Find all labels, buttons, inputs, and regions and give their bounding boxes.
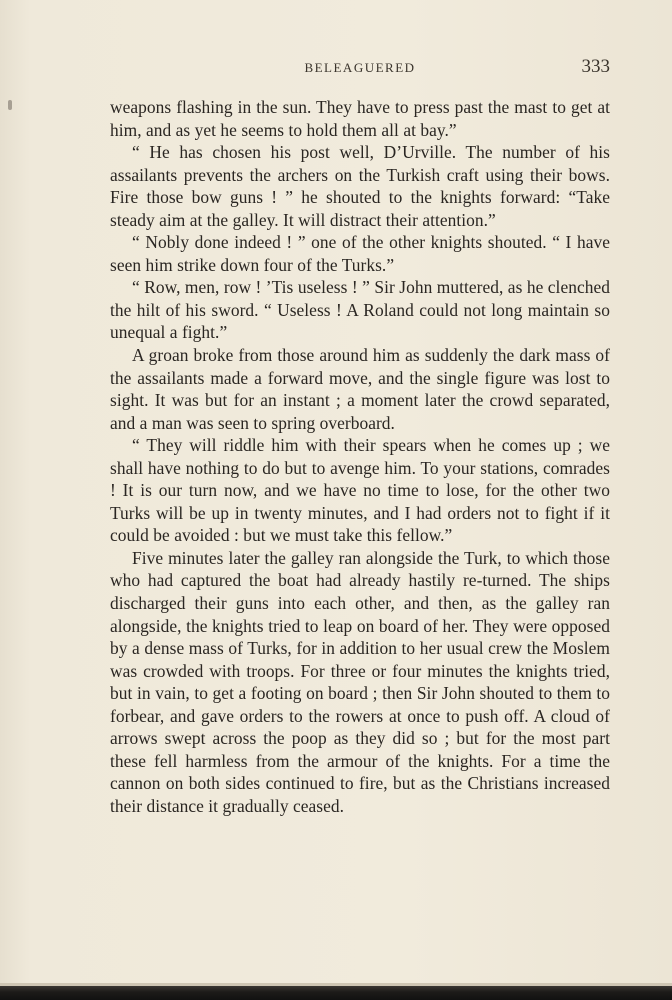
paragraph: weapons flashing in the sun. They have to press past the mast to get at him, and as yet he seems to hold them all at bay.” [110, 97, 610, 140]
paragraph: Five minutes later the galley ran alongside the Turk, to which those who had captured the boat had already hastily re-turned. The ships discharged their guns into each other, and then, as the galley ran alongside, the knights tried to leap on board of her. They were opposed by a dense mass of Turks, for in addition to her usual crew the Moslem was crowded with troops. For three or four minutes the knights tried, but in vain, to get a footing on board ; then Sir John shouted to them to forbear, and gave orders to the rowers at once to push off. A cloud of arrows swept across the poop as they did so ; but for the most part these fell harmless from the armour of the knights. For a time the cannon on both sides continued to fire, but as the Christians increased their distance it gradually ceased. [110, 547, 610, 816]
page-number: 333 [581, 56, 610, 77]
paragraph: “ He has chosen his post well, D’Urville. The number of his assailants prevents the archers on the Turkish craft using their bows. Fire those bow guns ! ” he shouted to the knights forward: “Take steady aim at the galley. It will distract their attention.” [110, 142, 610, 230]
paragraph: A groan broke from those around him as suddenly the dark mass of the assailants made a forward move, and the single figure was lost to sight. It was but for an instant ; a moment later the crowd separated, and a man was seen to spring overboard. [110, 345, 610, 433]
paragraph: “ Nobly done indeed ! ” one of the other knights shouted. “ I have seen him strike down four of the Turks.” [110, 232, 610, 275]
paragraph: “ They will riddle him with their spears when he comes up ; we shall have nothing to do but to avenge him. To your stations, comrades ! It is our turn now, and we have no time to lose, for the other two Turks will be up in twenty minutes, and I had orders not to fight if it could be avoided : but we must take this fellow.” [110, 435, 610, 546]
paragraph: “ Row, men, row ! ’Tis useless ! ” Sir John muttered, as he clenched the hilt of his sword. “ Useless ! A Roland could not long maintain so unequal a fight.” [110, 277, 610, 343]
page-header [110, 58, 610, 82]
running-title: BELEAGUERED [304, 60, 416, 75]
margin-mark [8, 100, 12, 110]
body-text [110, 96, 610, 818]
scan-border [0, 986, 672, 1000]
